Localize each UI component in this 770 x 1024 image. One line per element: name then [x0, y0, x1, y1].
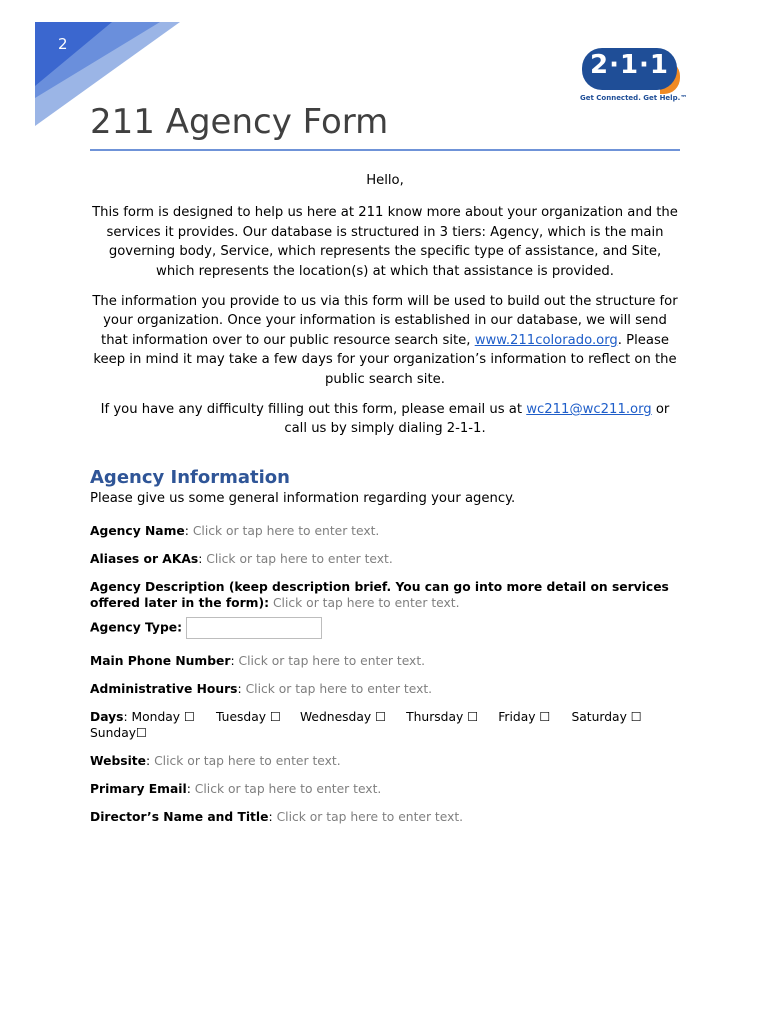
logo-tagline: Get Connected. Get Help.™ — [580, 94, 688, 102]
description-label: Agency Description (keep description brief. You can go into more detail on services offered later in the form): — [90, 580, 669, 610]
email-input[interactable]: Click or tap here to enter text. — [194, 782, 382, 796]
field-agency-name: Agency Name: Click or tap here to enter text. — [90, 524, 380, 538]
greeting: Hello, — [366, 173, 404, 188]
agency-name-input[interactable]: Click or tap here to enter text. — [192, 524, 380, 538]
field-aliases: Aliases or AKAs: Click or tap here to enter text. — [90, 552, 393, 566]
intro-paragraph-2 — [90, 292, 680, 389]
intro-text — [90, 171, 680, 450]
intro-p3-text-end: or call us by simply dialing 2-1-1. — [284, 402, 670, 437]
section-subtitle: Please give us some general information regarding your agency. — [90, 491, 516, 506]
logo-number: 2·1·1 — [589, 50, 670, 80]
field-director: Director’s Name and Title: Click or tap here to enter text. — [90, 810, 464, 824]
website-input[interactable]: Click or tap here to enter text. — [154, 754, 341, 768]
title-divider — [90, 149, 680, 151]
day-friday-checkbox[interactable]: Friday ☐ — [498, 710, 551, 724]
agency-information-section — [90, 467, 690, 506]
email-label: Primary Email — [90, 782, 187, 796]
day-monday-checkbox[interactable]: Monday ☐ — [131, 710, 196, 724]
website-link[interactable]: www.211colorado.org — [474, 332, 618, 348]
admin-hours-input[interactable]: Click or tap here to enter text. — [245, 682, 433, 696]
aliases-label: Aliases or AKAs — [90, 552, 199, 566]
main-phone-input[interactable]: Click or tap here to enter text. — [238, 654, 426, 668]
logo-211 — [580, 46, 688, 106]
field-agency-type — [90, 617, 690, 639]
page-number: 2 — [58, 35, 68, 53]
description-input[interactable]: Click or tap here to enter text. — [272, 596, 460, 610]
day-sunday-checkbox[interactable]: Sunday☐ — [90, 726, 148, 740]
day-saturday-checkbox[interactable]: Saturday ☐ — [571, 710, 642, 724]
field-admin-hours: Administrative Hours: Click or tap here to enter text. — [90, 682, 433, 696]
admin-hours-label: Administrative Hours — [90, 682, 238, 696]
agency-form-fields — [90, 523, 690, 825]
day-thursday-checkbox[interactable]: Thursday ☐ — [406, 710, 479, 724]
days-label: Days — [90, 710, 124, 724]
intro-p3-text: If you have any difficulty filling out this form, please email us at — [100, 402, 527, 418]
intro-p2-text: The information you provide to us via this form will be used to build out the structure for your organization. Once your information is established in our database, we will send that information over to our public resource search site, — [92, 294, 678, 348]
director-input[interactable]: Click or tap here to enter text. — [276, 810, 464, 824]
field-email: Primary Email: Click or tap here to enter text. — [90, 782, 382, 796]
field-main-phone: Main Phone Number: Click or tap here to enter text. — [90, 654, 426, 668]
email-link[interactable]: wc211@wc211.org — [526, 402, 652, 418]
agency-type-label: Agency Type: — [90, 620, 183, 635]
agency-name-label: Agency Name — [90, 524, 185, 538]
section-heading: Agency Information — [90, 467, 290, 488]
day-wednesday-checkbox[interactable]: Wednesday ☐ — [299, 710, 387, 724]
field-website: Website: Click or tap here to enter text. — [90, 754, 341, 768]
field-description — [90, 579, 690, 611]
main-phone-label: Main Phone Number — [90, 654, 231, 668]
field-days: Days: Monday ☐ Tuesday ☐ Wednesday ☐ Thursday ☐ Friday ☐ Saturday ☐ Sunday☐ — [90, 710, 642, 740]
director-label: Director’s Name and Title — [90, 810, 269, 824]
page-title: 211 Agency Form — [90, 102, 389, 142]
intro-p2-text-end: . Please keep in mind it may take a few days for your organization’s information to reflect on the public search site. — [93, 332, 677, 387]
aliases-input[interactable]: Click or tap here to enter text. — [206, 552, 393, 566]
agency-type-dropdown[interactable] — [186, 617, 322, 639]
intro-paragraph-1: This form is designed to help us here at 211 know more about your organization and the services it provides. Our database is structured in 3 tiers: Agency, which is the main governing body, Service, which represents the specific type of assistance, and Site, which represents the location(s) at which that assistance is provided. — [92, 205, 678, 279]
day-tuesday-checkbox[interactable]: Tuesday ☐ — [216, 710, 281, 724]
intro-paragraph-3 — [90, 400, 680, 439]
website-label: Website — [90, 754, 147, 768]
